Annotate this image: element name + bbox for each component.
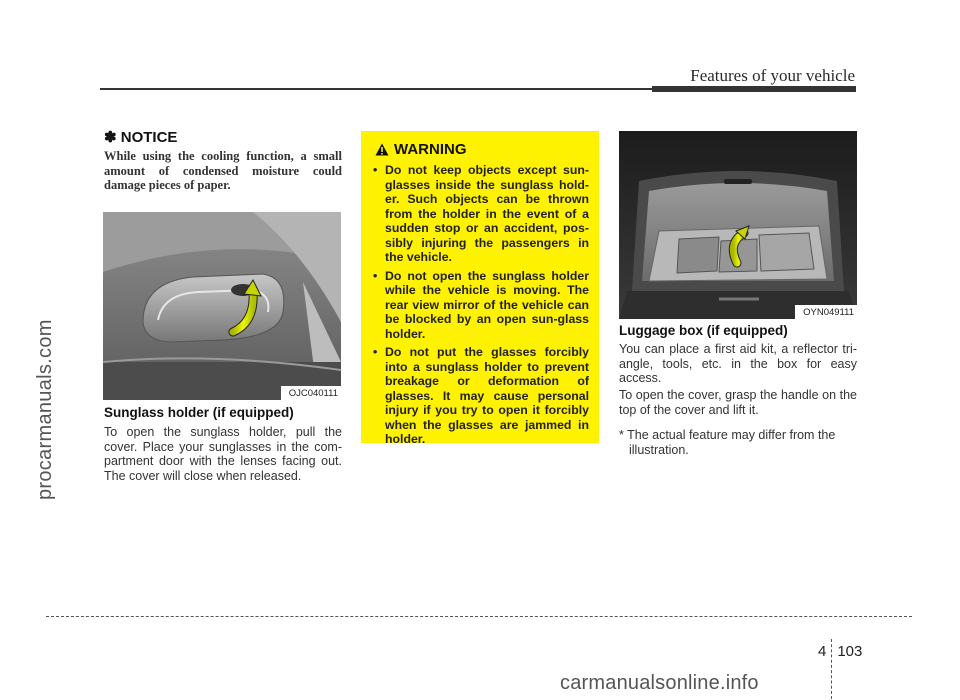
bullet-icon: • bbox=[373, 345, 378, 359]
warning-item bbox=[371, 163, 589, 265]
side-watermark-text: procarmanuals.com bbox=[34, 319, 56, 500]
sunglass-holder-illustration bbox=[103, 212, 341, 400]
chapter-number: 4 bbox=[818, 642, 827, 660]
luggage-box-illustration bbox=[619, 131, 857, 319]
page-header-title: Features of your vehicle bbox=[690, 66, 855, 85]
warning-triangle-icon bbox=[375, 143, 389, 156]
bullet-icon: • bbox=[373, 268, 378, 283]
sunglass-image-code: OJC040111 bbox=[281, 386, 341, 400]
warning-item bbox=[371, 269, 589, 342]
bottom-watermark: carmanualsonline.info bbox=[560, 672, 759, 694]
warning-item bbox=[371, 345, 589, 447]
side-watermark bbox=[34, 319, 56, 510]
footer-rule bbox=[46, 616, 912, 617]
warning-item-text: Do not put the glasses forcibly into a sunglass holder to prevent breakage or deformation of glasses. It may cause personal injury if you try to open it forcibly when the glasses are jammed in holder. bbox=[385, 345, 589, 446]
luggage-box-photo bbox=[619, 131, 857, 319]
luggage-box-body-2: To open the cover, grasp the handle on the top of the cover and lift it. bbox=[619, 388, 857, 417]
page-number-value: 103 bbox=[837, 642, 863, 660]
sunglass-holder-photo bbox=[103, 212, 341, 400]
page-number-separator bbox=[831, 639, 832, 699]
notice-body: While using the cooling function, a small amount of condensed moisture could damage pieces of paper. bbox=[104, 149, 342, 192]
header-rule bbox=[100, 88, 652, 90]
warning-item-text: Do not open the sunglass holder while the vehicle is moving. The rear view mirror of the vehicle can be blocked by an open sun-glass holder. bbox=[385, 268, 589, 341]
warning-item-text: Do not keep objects except sun-glasses inside the sunglass hold-er. Such objects can be thrown from the holder in the event of a sudden stop or an accident, pos-sibly injuring the passengers in the vehicle. bbox=[385, 163, 589, 264]
warning-heading bbox=[375, 141, 467, 158]
bullet-icon: • bbox=[373, 163, 378, 177]
warning-title: WARNING bbox=[394, 141, 467, 158]
notice-title: NOTICE bbox=[120, 129, 178, 146]
luggage-box-body-1: You can place a first aid kit, a reflector tri-angle, tools, etc. in the box for easy access. bbox=[619, 342, 857, 385]
luggage-box-note: * The actual feature may differ from the illustration. bbox=[619, 428, 836, 457]
warning-list bbox=[371, 163, 589, 451]
notice-heading bbox=[104, 128, 177, 146]
notice-symbol-icon: ✽ bbox=[104, 129, 117, 146]
header-rule-bold bbox=[652, 86, 856, 92]
page-number bbox=[818, 621, 862, 681]
luggage-box-heading: Luggage box (if equipped) bbox=[619, 323, 788, 338]
sunglass-holder-heading: Sunglass holder (if equipped) bbox=[104, 405, 294, 420]
warning-box bbox=[361, 131, 599, 446]
luggage-image-code: OYN049111 bbox=[795, 305, 857, 319]
sunglass-holder-body: To open the sunglass holder, pull the cover. Place your sunglasses in the com-partment door with the lenses facing out. The cover will close when released. bbox=[104, 425, 342, 483]
